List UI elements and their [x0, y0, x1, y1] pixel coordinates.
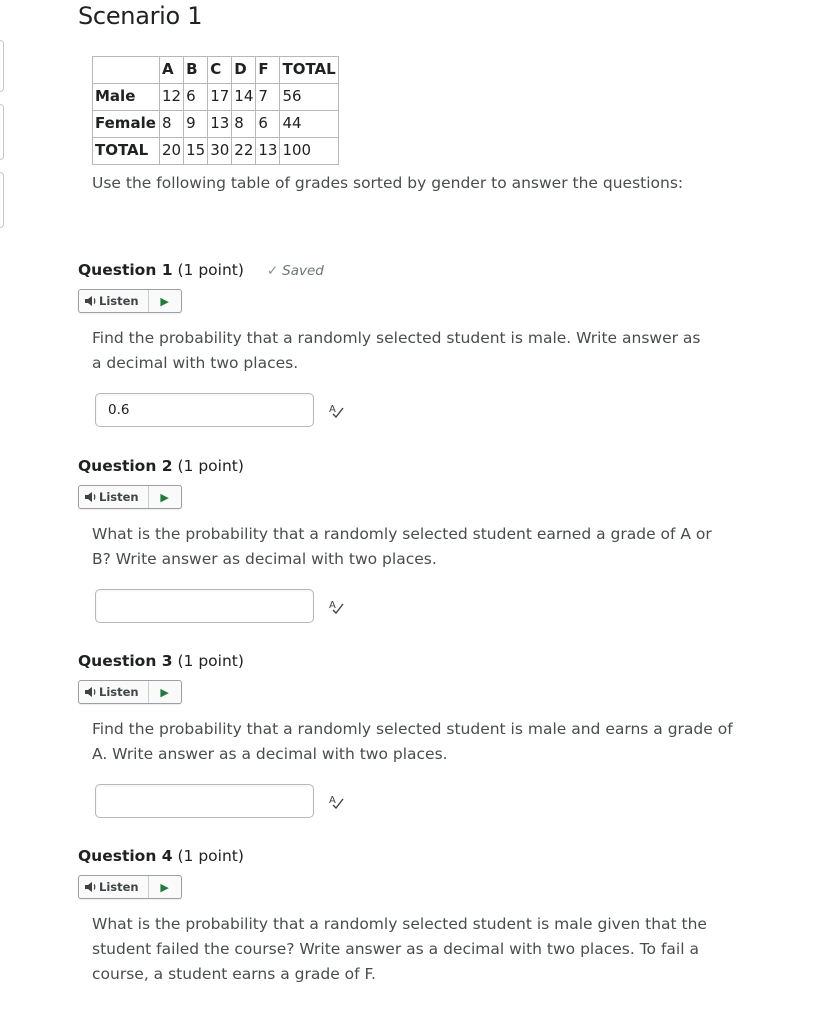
table-cell: 20: [160, 138, 184, 165]
listen-label: Listen: [99, 294, 139, 308]
table-cell: 44: [280, 111, 338, 138]
question-number: Question 4: [78, 847, 173, 865]
speaker-icon: [84, 686, 97, 698]
speaker-icon: [84, 491, 97, 503]
question-text: Find the probability that a randomly selected student is male and earns a grade of A. Write answer as a decimal with two places.: [92, 720, 733, 763]
table-header-cell: B: [184, 57, 208, 84]
listen-control[interactable]: [78, 680, 182, 704]
table-row-label: TOTAL: [93, 138, 160, 165]
scenario-title: Scenario 1: [78, 2, 203, 30]
table-cell: 9: [184, 111, 208, 138]
left-rail-tab: [0, 40, 4, 92]
table-row-label: Female: [93, 111, 160, 138]
svg-text:A: A: [329, 600, 336, 611]
play-icon[interactable]: ▶: [160, 880, 169, 894]
table-cell: 13: [208, 111, 232, 138]
question-header: [78, 455, 778, 477]
question-points: (1 point): [177, 457, 244, 475]
listen-button[interactable]: [79, 681, 149, 703]
table-cell: 13: [256, 138, 280, 165]
play-icon[interactable]: ▶: [160, 294, 169, 308]
listen-button[interactable]: [79, 486, 149, 508]
question-text: What is the probability that a randomly selected student earned a grade of A or B? Write answer as decimal with two places.: [92, 525, 712, 568]
speaker-icon: [84, 881, 97, 893]
table-header-row: [93, 57, 339, 84]
table-header-cell: C: [208, 57, 232, 84]
table-cell: 30: [208, 138, 232, 165]
checkmark-icon: ✓: [266, 263, 279, 279]
listen-label: Listen: [99, 490, 139, 504]
left-rail-tab: [0, 172, 4, 228]
question-number: Question 1: [78, 261, 173, 279]
table-cell: 6: [184, 84, 208, 111]
left-rail-tab: [0, 104, 4, 160]
listen-label: Listen: [99, 880, 139, 894]
table-header-cell: TOTAL: [280, 57, 338, 84]
question-4: [78, 845, 778, 987]
question-points: (1 point): [177, 261, 244, 279]
table-header-cell: A: [160, 57, 184, 84]
play-icon[interactable]: ▶: [160, 490, 169, 504]
table-row: [93, 138, 339, 165]
answer-input[interactable]: [95, 784, 314, 818]
table-row: [93, 84, 339, 111]
answer-input[interactable]: [95, 393, 314, 427]
listen-button[interactable]: [79, 290, 149, 312]
table-cell: 17: [208, 84, 232, 111]
answer-input[interactable]: [95, 589, 314, 623]
listen-control[interactable]: [78, 289, 182, 313]
question-header: [78, 650, 778, 672]
table-row-label: Male: [93, 84, 160, 111]
table-cell: 14: [232, 84, 256, 111]
grades-table: [92, 56, 339, 165]
table-cell: 6: [256, 111, 280, 138]
question-header: [78, 259, 778, 281]
speaker-icon: [84, 295, 97, 307]
question-header: [78, 845, 778, 867]
question-text: Find the probability that a randomly selected student is male. Write answer as a decimal with two places.: [92, 329, 701, 372]
listen-control[interactable]: [78, 485, 182, 509]
svg-text:A: A: [329, 795, 336, 806]
listen-label: Listen: [99, 685, 139, 699]
spellcheck-icon[interactable]: [328, 598, 344, 614]
play-icon[interactable]: ▶: [160, 685, 169, 699]
question-1: [78, 259, 778, 427]
table-cell: 12: [160, 84, 184, 111]
question-3: [78, 650, 778, 818]
question-text: What is the probability that a randomly selected student is male given that the student failed the course? Write answer as a decimal with two places. To fail a course, a student earns a grade of F.: [92, 915, 707, 983]
table-cell: 8: [160, 111, 184, 138]
table-cell: 22: [232, 138, 256, 165]
spellcheck-icon[interactable]: [328, 793, 344, 809]
table-header-cell: F: [256, 57, 280, 84]
saved-status: ✓ Saved: [266, 263, 324, 279]
listen-control[interactable]: [78, 875, 182, 899]
table-row: [93, 111, 339, 138]
spellcheck-icon[interactable]: [328, 402, 344, 418]
question-points: (1 point): [177, 847, 244, 865]
table-cell: 56: [280, 84, 338, 111]
question-points: (1 point): [177, 652, 244, 670]
instructions-text: Use the following table of grades sorted by gender to answer the questions:: [92, 174, 684, 192]
question-number: Question 2: [78, 457, 173, 475]
table-cell: 100: [280, 138, 338, 165]
table-header-cell: [93, 57, 160, 84]
table-cell: 7: [256, 84, 280, 111]
question-number: Question 3: [78, 652, 173, 670]
question-2: [78, 455, 778, 623]
table-cell: 8: [232, 111, 256, 138]
table-cell: 15: [184, 138, 208, 165]
table-header-cell: D: [232, 57, 256, 84]
listen-button[interactable]: [79, 876, 149, 898]
svg-text:A: A: [329, 404, 336, 415]
